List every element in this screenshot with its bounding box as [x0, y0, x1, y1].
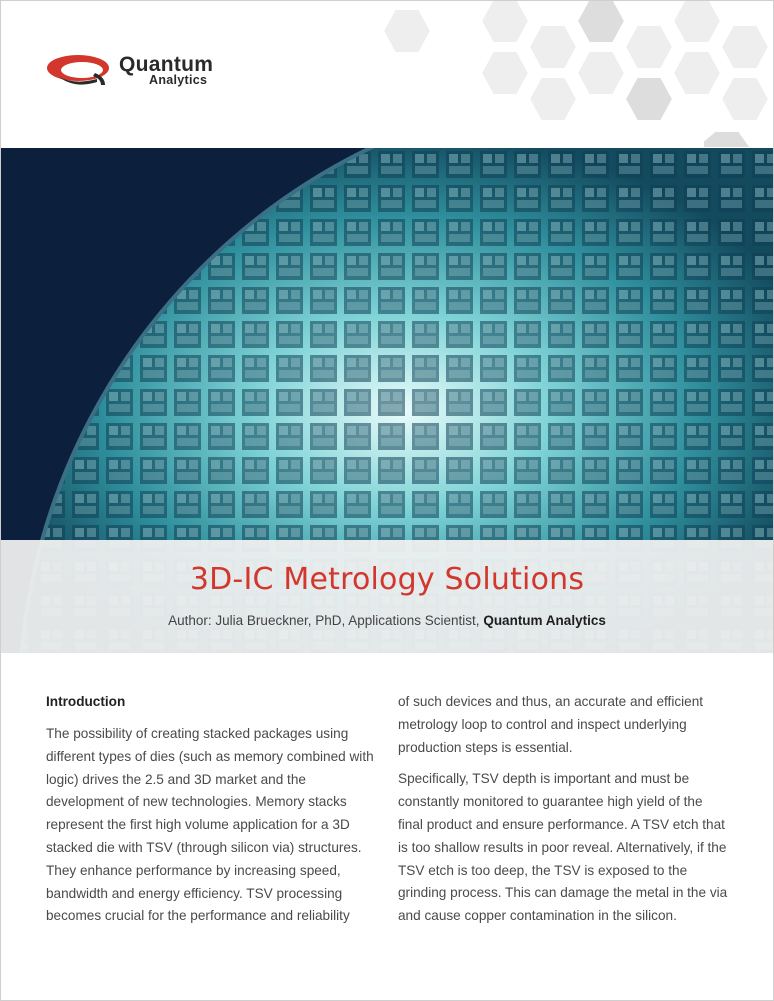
byline-company: Quantum Analytics [483, 613, 606, 628]
brand-name-line1: Quantum [119, 53, 214, 76]
hero-banner [1, 148, 773, 653]
right-column [398, 691, 728, 937]
page-header [1, 1, 773, 148]
logo-swoosh-icon [45, 51, 115, 91]
left-column [46, 691, 376, 937]
author-byline [1, 613, 773, 628]
company-logo [45, 51, 245, 91]
document-title: 3D-IC Metrology Solutions [189, 562, 585, 597]
tsv-depth-paragraph: Specifically, TSV depth is important and must be constantly monitored to guarantee high yield of the final product and ensure performance. A TSV etch that is too shallow results in poor reveal. Alternatively, if the TSV etch is too deep, the TSV is exposed to the grinding process. This can damage the metal in the via and cause copper contamination in the silicon. [398, 771, 728, 924]
brand-name-line2: Analytics [149, 73, 208, 87]
byline-author: Author: Julia Brueckner, PhD, Applications Scientist, [168, 613, 484, 628]
intro-paragraph: The possibility of creating stacked packages using different types of dies (such as memory combined with logic) drives the 2.5 and 3D market and the development of new technologies. Memory stacks represent the first high volume application for a 3D stacked die with TSV (through silicon via) structures. They enhance performance by increasing speed, bandwidth and energy efficiency. TSV processing becomes crucial for the performance and reliability [46, 726, 374, 924]
title-band [1, 540, 773, 653]
continuation-paragraph: of such devices and thus, an accurate and efficient metrology loop to control and inspect underlying production steps is essential. [398, 694, 704, 755]
section-heading-introduction: Introduction [46, 694, 126, 709]
hexagon-pattern-decoration [373, 1, 773, 148]
